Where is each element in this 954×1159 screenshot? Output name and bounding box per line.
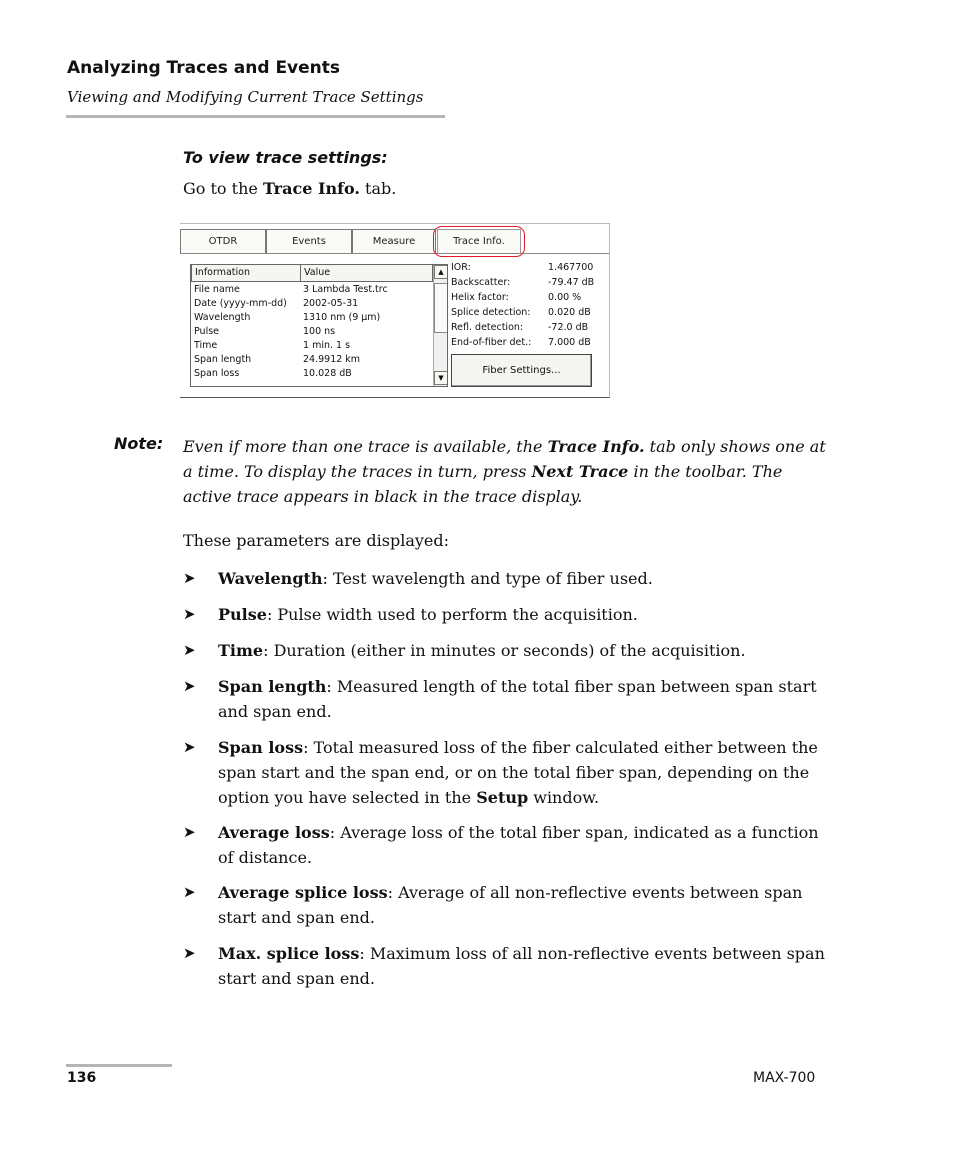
product-name: MAX-700	[753, 1070, 816, 1086]
info-value: 1310 nm (9 µm)	[303, 312, 381, 323]
step-text-end: tab.	[359, 179, 397, 198]
bullet-term: Average splice loss	[218, 883, 388, 902]
param-value: 1.467700	[548, 262, 594, 273]
param-label: End-of-fiber det.:	[451, 337, 532, 348]
params-intro: These parameters are displayed:	[183, 531, 450, 550]
bullet-desc: : Test wavelength and type of fiber used.	[322, 569, 653, 588]
scroll-up-arrow-icon[interactable]: ▲	[434, 265, 448, 279]
bullet-term: Pulse	[218, 605, 267, 624]
arrowhead-bullet-icon: ➤	[183, 883, 196, 901]
bullet-term: Time	[218, 641, 264, 660]
info-value: 3 Lambda Test.trc	[303, 284, 388, 295]
bullet-term: Wavelength	[218, 569, 323, 588]
param-row	[451, 305, 601, 320]
col-value[interactable]: Value	[300, 265, 433, 282]
info-value: 10.028 dB	[303, 368, 352, 379]
arrowhead-bullet-icon: ➤	[183, 677, 196, 695]
bullet-term: Max. splice loss	[218, 944, 360, 963]
param-row	[451, 260, 601, 275]
info-value: 24.9912 km	[303, 354, 361, 365]
param-label: IOR:	[451, 262, 471, 273]
bullet-desc: : Maximum loss of all non-reflective events between span start and span end.	[218, 944, 825, 988]
arrowhead-bullet-icon: ➤	[183, 641, 196, 659]
footer-rule	[66, 1064, 172, 1067]
bullet-desc: : Measured length of the total fiber span between span start and span end.	[218, 677, 817, 721]
note-body	[183, 434, 833, 509]
bullet-desc: : Duration (either in minutes or seconds) of the acquisition.	[263, 641, 746, 660]
param-value: 7.000 dB	[548, 337, 591, 348]
info-label: Time	[194, 340, 218, 351]
step-bold: Trace Info.	[262, 179, 360, 198]
list-item[interactable]	[191, 283, 431, 297]
arrowhead-bullet-icon: ➤	[183, 944, 196, 962]
info-label: File name	[194, 284, 240, 295]
list-item[interactable]	[191, 353, 431, 367]
info-label: Span length	[194, 354, 252, 365]
param-label: Backscatter:	[451, 277, 511, 288]
info-value: 1 min. 1 s	[303, 340, 351, 351]
list-scrollbar[interactable]	[433, 265, 448, 386]
param-row	[451, 290, 601, 305]
note-text: in the toolbar. The active trace appears in black in the trace display.	[183, 462, 783, 506]
section-subtitle: Viewing and Modifying Current Trace Settings	[67, 88, 424, 106]
info-label: Span loss	[194, 368, 240, 379]
tab-otdr[interactable]: OTDR	[180, 229, 266, 253]
info-list[interactable]	[190, 264, 448, 387]
param-value: -79.47 dB	[548, 277, 595, 288]
list-item[interactable]	[191, 297, 431, 311]
bullet-desc: : Total measured loss of the fiber calculated either between the span start and the span end, or on the total fiber span, depending on the option you have selected in the	[218, 738, 818, 807]
tab-strip-line	[180, 253, 609, 254]
bullet-term: Average loss	[218, 823, 330, 842]
arrowhead-bullet-icon: ➤	[183, 738, 196, 756]
bullet-desc: : Average of all non-reflective events between span start and span end.	[218, 883, 803, 927]
step-text: Go to the	[183, 179, 263, 198]
tab-highlight-circle	[433, 226, 525, 257]
info-value: 2002-05-31	[303, 298, 359, 309]
chapter-title: Analyzing Traces and Events	[67, 58, 341, 78]
param-value: -72.0 dB	[548, 322, 589, 333]
param-row	[451, 335, 601, 350]
param-row	[451, 275, 601, 290]
note-label: Note:	[114, 434, 164, 453]
bullet-term: Span length	[218, 677, 327, 696]
page-number: 136	[67, 1070, 97, 1086]
note-text: tab only shows one at a time. To display the traces in turn, press	[183, 437, 826, 481]
bullet-desc: window.	[528, 788, 600, 807]
tab-measure[interactable]: Measure	[352, 229, 436, 253]
arrowhead-bullet-icon: ➤	[183, 823, 196, 841]
param-label: Refl. detection:	[451, 322, 524, 333]
bullet-term: Span loss	[218, 738, 304, 757]
param-value: 0.020 dB	[548, 307, 591, 318]
arrowhead-bullet-icon: ➤	[183, 569, 196, 587]
tab-events[interactable]: Events	[266, 229, 352, 253]
info-label: Wavelength	[194, 312, 251, 323]
procedure-heading: To view trace settings:	[183, 148, 388, 167]
tab-trace-info[interactable]: Trace Info.	[437, 229, 521, 253]
header-rule	[66, 115, 445, 118]
list-item[interactable]	[191, 367, 431, 381]
procedure-step	[183, 179, 396, 198]
note-text: Even if more than one trace is available, the	[183, 437, 548, 456]
bullet-desc: : Pulse width used to perform the acquisition.	[266, 605, 638, 624]
list-item[interactable]	[191, 339, 431, 353]
fiber-settings-button[interactable]: Fiber Settings...	[451, 354, 592, 387]
param-label: Helix factor:	[451, 292, 509, 303]
scroll-thumb[interactable]	[434, 283, 448, 333]
info-label: Pulse	[194, 326, 220, 337]
param-value: 0.00 %	[548, 292, 582, 303]
note-bold: Trace Info.	[547, 437, 645, 456]
arrowhead-bullet-icon: ➤	[183, 605, 196, 623]
scroll-down-arrow-icon[interactable]: ▼	[434, 371, 448, 385]
info-label: Date (yyyy-mm-dd)	[194, 298, 287, 309]
bullet-term: Setup	[476, 788, 529, 807]
list-item[interactable]	[191, 325, 431, 339]
note-bold: Next Trace	[531, 462, 629, 481]
trace-info-screenshot	[180, 223, 610, 398]
info-value: 100 ns	[303, 326, 336, 337]
list-item[interactable]	[191, 311, 431, 325]
bullet-desc: : Average loss of the total fiber span, indicated as a function of distance.	[218, 823, 819, 867]
col-information[interactable]: Information	[191, 265, 301, 282]
param-row	[451, 320, 601, 335]
param-label: Splice detection:	[451, 307, 531, 318]
